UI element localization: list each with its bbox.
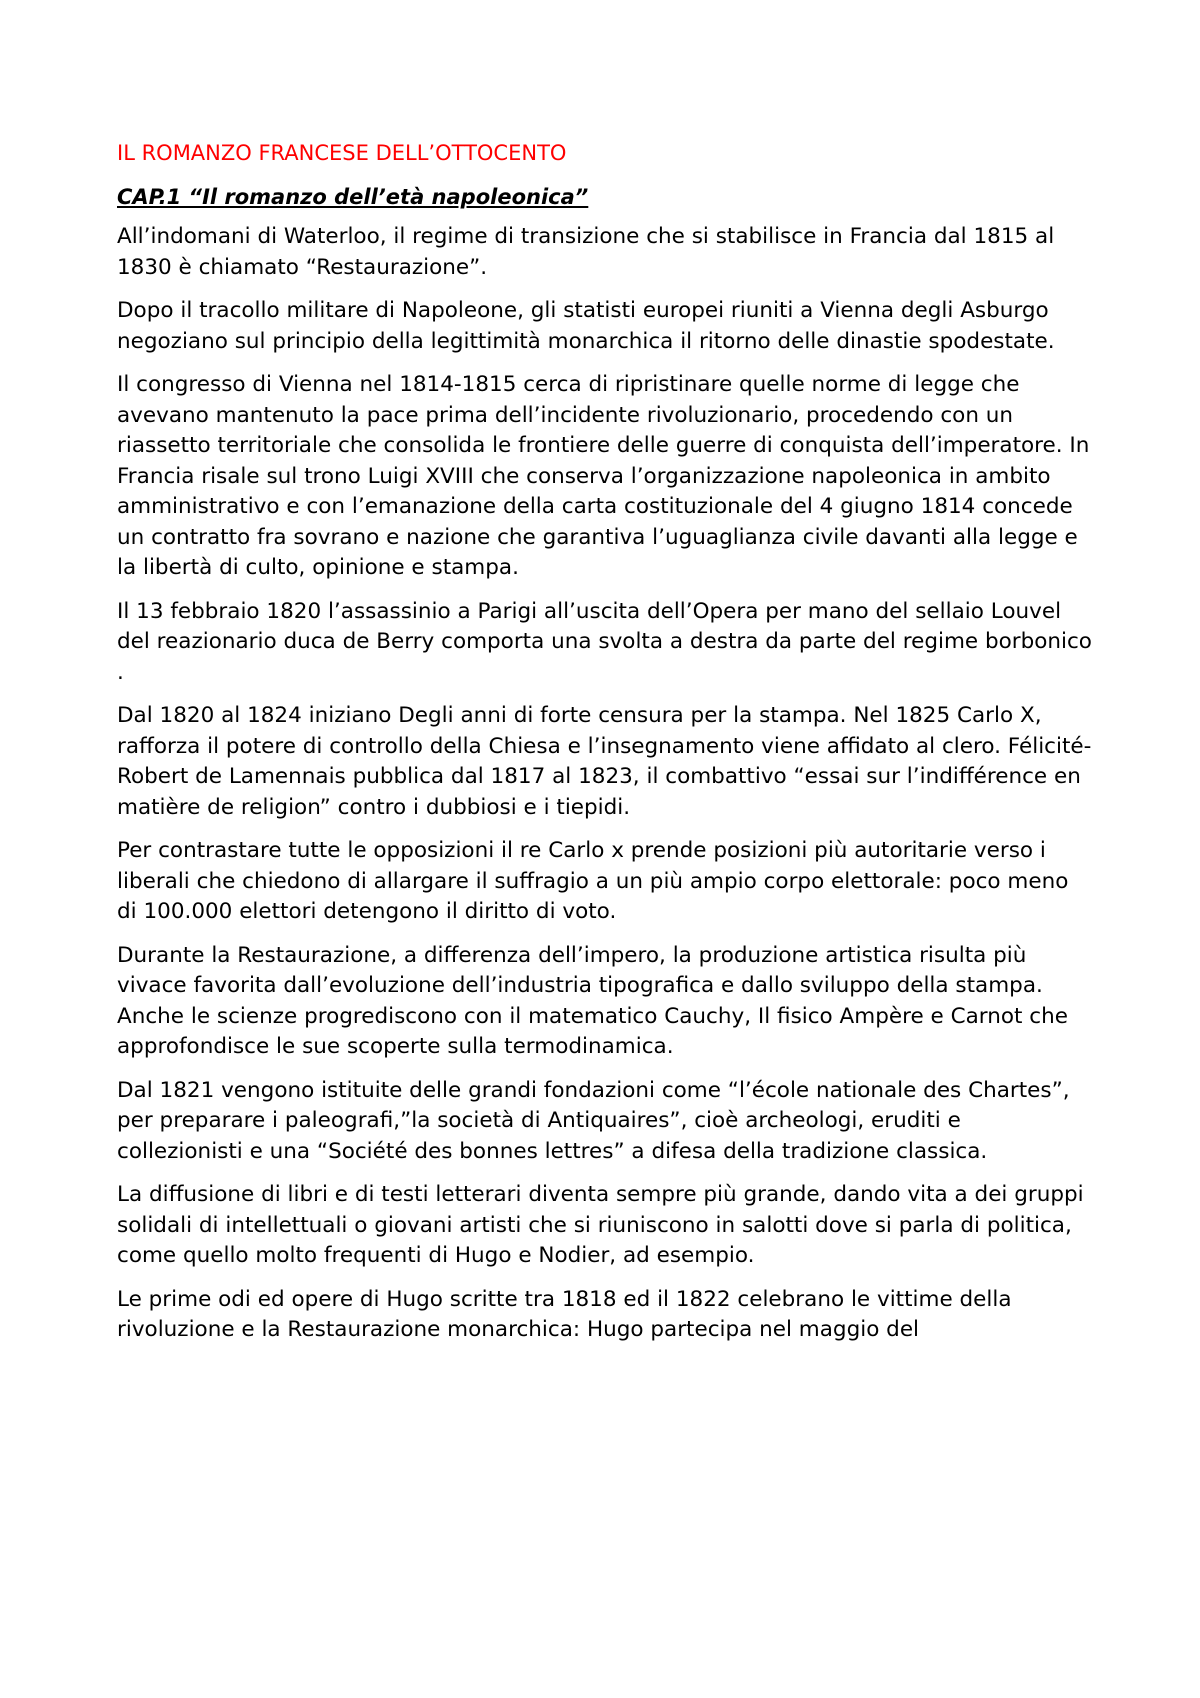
paragraph-9: La diffusione di libri e di testi letterari diventa sempre più grande, dando vita a dei gruppi solidali di intellettuali o giovani artisti che si riuniscono in salotti dove si parla di politica, come quello molto frequenti di Hugo e Nodier, ad esempio.: [117, 1182, 1084, 1268]
paragraph-3: Il congresso di Vienna nel 1814-1815 cerca di ripristinare quelle norme di legge che avevano mantenuto la pace prima dell’incidente rivoluzionario, procedendo con un riassetto territoriale che consolida le frontiere delle guerre di conquista dell’imperatore. In Francia risale sul trono Luigi XVIII che conserva l’organizzazione napoleonica in ambito amministrativo e con l’emanazione della carta costituzionale del 4 giugno 1814 concede un contratto fra sovrano e nazione che garantiva l’uguaglianza civile davanti alla legge e la libertà di culto, opinione e stampa.: [117, 372, 1090, 580]
chapter-heading: CAP.1 “Il romanzo dell’età napoleonica”: [117, 185, 589, 209]
paragraph-5: Dal 1820 al 1824 iniziano Degli anni di forte censura per la stampa. Nel 1825 Carlo X, rafforza il potere di controllo della Chiesa e l’insegnamento viene affidato al clero. Félicité-Robert de Lamennais pubblica dal 1817 al 1823, il combattivo “essai sur l’indifférence en matière de religion” contro i dubbiosi e i tiepidi.: [117, 703, 1092, 820]
paragraph-1: All’indomani di Waterloo, il regime di transizione che si stabilisce in Francia dal 1815 al 1830 è chiamato “Restaurazione”.: [117, 224, 1055, 280]
paragraph-8: Dal 1821 vengono istituite delle grandi fondazioni come “l’école nationale des Chartes”, per preparare i paleografi,”la società di Antiquaires”, cioè archeologi, eruditi e collezionisti e una “Société des bonnes lettres” a difesa della tradizione classica.: [117, 1077, 1070, 1164]
paragraph-10: Le prime odi ed opere di Hugo scritte tra 1818 ed il 1822 celebrano le vittime della rivoluzione e la Restaurazione monarchica: Hugo partecipa nel maggio del: [117, 1286, 1012, 1342]
document-title: IL ROMANZO FRANCESE DELL’OTTOCENTO: [117, 141, 567, 165]
paragraph-2: Dopo il tracollo militare di Napoleone, gli statisti europei riuniti a Vienna degli Asburgo negoziano sul principio della legittimità monarchica il ritorno delle dinastie spodestate.: [117, 298, 1055, 354]
paragraph-4: Il 13 febbraio 1820 l’assassinio a Parigi all’uscita dell’Opera per mano del sellaio Louvel del reazionario duca de Berry comporta una svolta a destra da parte del regime borbonico .: [117, 598, 1092, 685]
paragraph-7: Durante la Restaurazione, a differenza dell’impero, la produzione artistica risulta più vivace favorita dall’evoluzione dell’industria tipografica e dallo sviluppo della stampa. Anche le scienze progrediscono con il matematico Cauchy, Il fisico Ampère e Carnot che approfondisce le sue scoperte sulla termodinamica.: [117, 942, 1068, 1059]
document-page: [117, 138, 1092, 1359]
paragraph-6: Per contrastare tutte le opposizioni il re Carlo x prende posizioni più autoritarie verso i liberali che chiedono di allargare il suffragio a un più ampio corpo elettorale: poco meno di 100.000 elettori detengono il diritto di voto.: [117, 838, 1069, 924]
